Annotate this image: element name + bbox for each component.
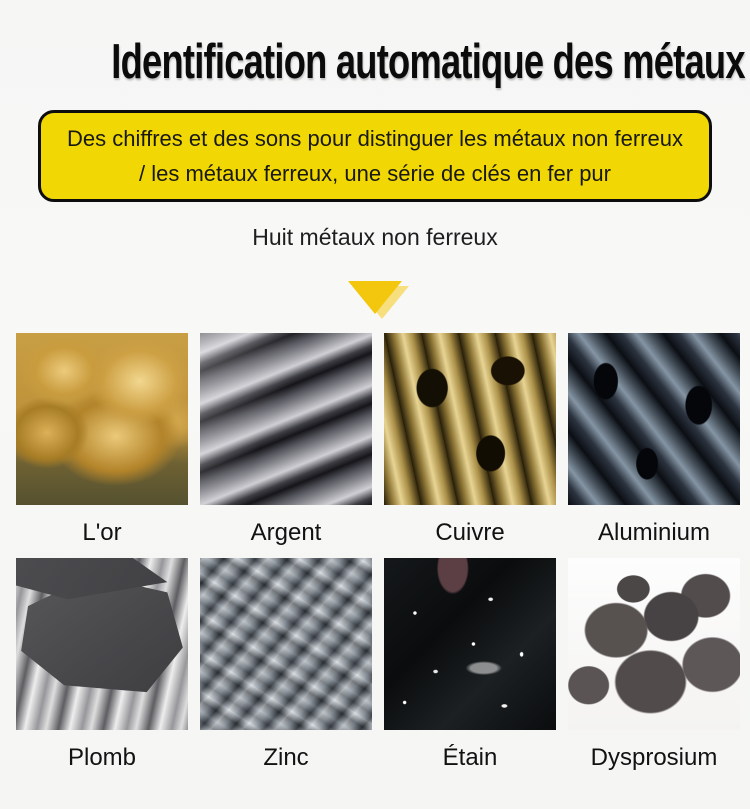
metal-label: Étain: [442, 744, 498, 771]
metal-label: Aluminium: [597, 519, 711, 546]
metal-tile-lead: [16, 558, 188, 774]
metal-label: Zinc: [263, 744, 309, 771]
metal-tile-silver: [200, 333, 372, 549]
page-title-wrap: [0, 34, 750, 90]
metal-tile-copper: [384, 333, 556, 549]
copper-tubes-photo: [384, 333, 556, 505]
description-banner: [38, 110, 712, 202]
metal-tile-zinc: [200, 558, 372, 774]
metal-label: Argent: [250, 519, 322, 546]
zinc-pellets-photo: [200, 558, 372, 730]
metal-tile-dysprosium: [568, 558, 740, 774]
section-subtitle: Huit métaux non ferreux: [252, 224, 498, 250]
metal-tile-tin: [384, 558, 556, 774]
gold-nuggets-photo: [16, 333, 188, 505]
aluminium-tubes-photo: [568, 333, 740, 505]
banner-line-2: / les métaux ferreux, une série de clés en fer pur: [138, 161, 611, 186]
lead-sheets-photo: [16, 558, 188, 730]
dysprosium-chunks-photo: [568, 558, 740, 730]
metal-grid: [16, 333, 740, 774]
metal-tile-aluminium: [568, 333, 740, 549]
metal-label: Plomb: [67, 744, 137, 771]
tin-crystals-photo: [384, 558, 556, 730]
banner-line-1: Des chiffres et des sons pour distinguer les métaux non ferreux: [67, 125, 683, 151]
metal-tile-gold: [16, 333, 188, 549]
down-arrow-icon: [0, 281, 750, 321]
silver-ingots-photo: [200, 333, 372, 505]
page-title: Identification automatique des métaux: [111, 35, 745, 89]
metal-label: Cuivre: [435, 519, 505, 546]
metal-label: L'or: [82, 519, 122, 546]
metal-label: Dysprosium: [590, 744, 718, 771]
